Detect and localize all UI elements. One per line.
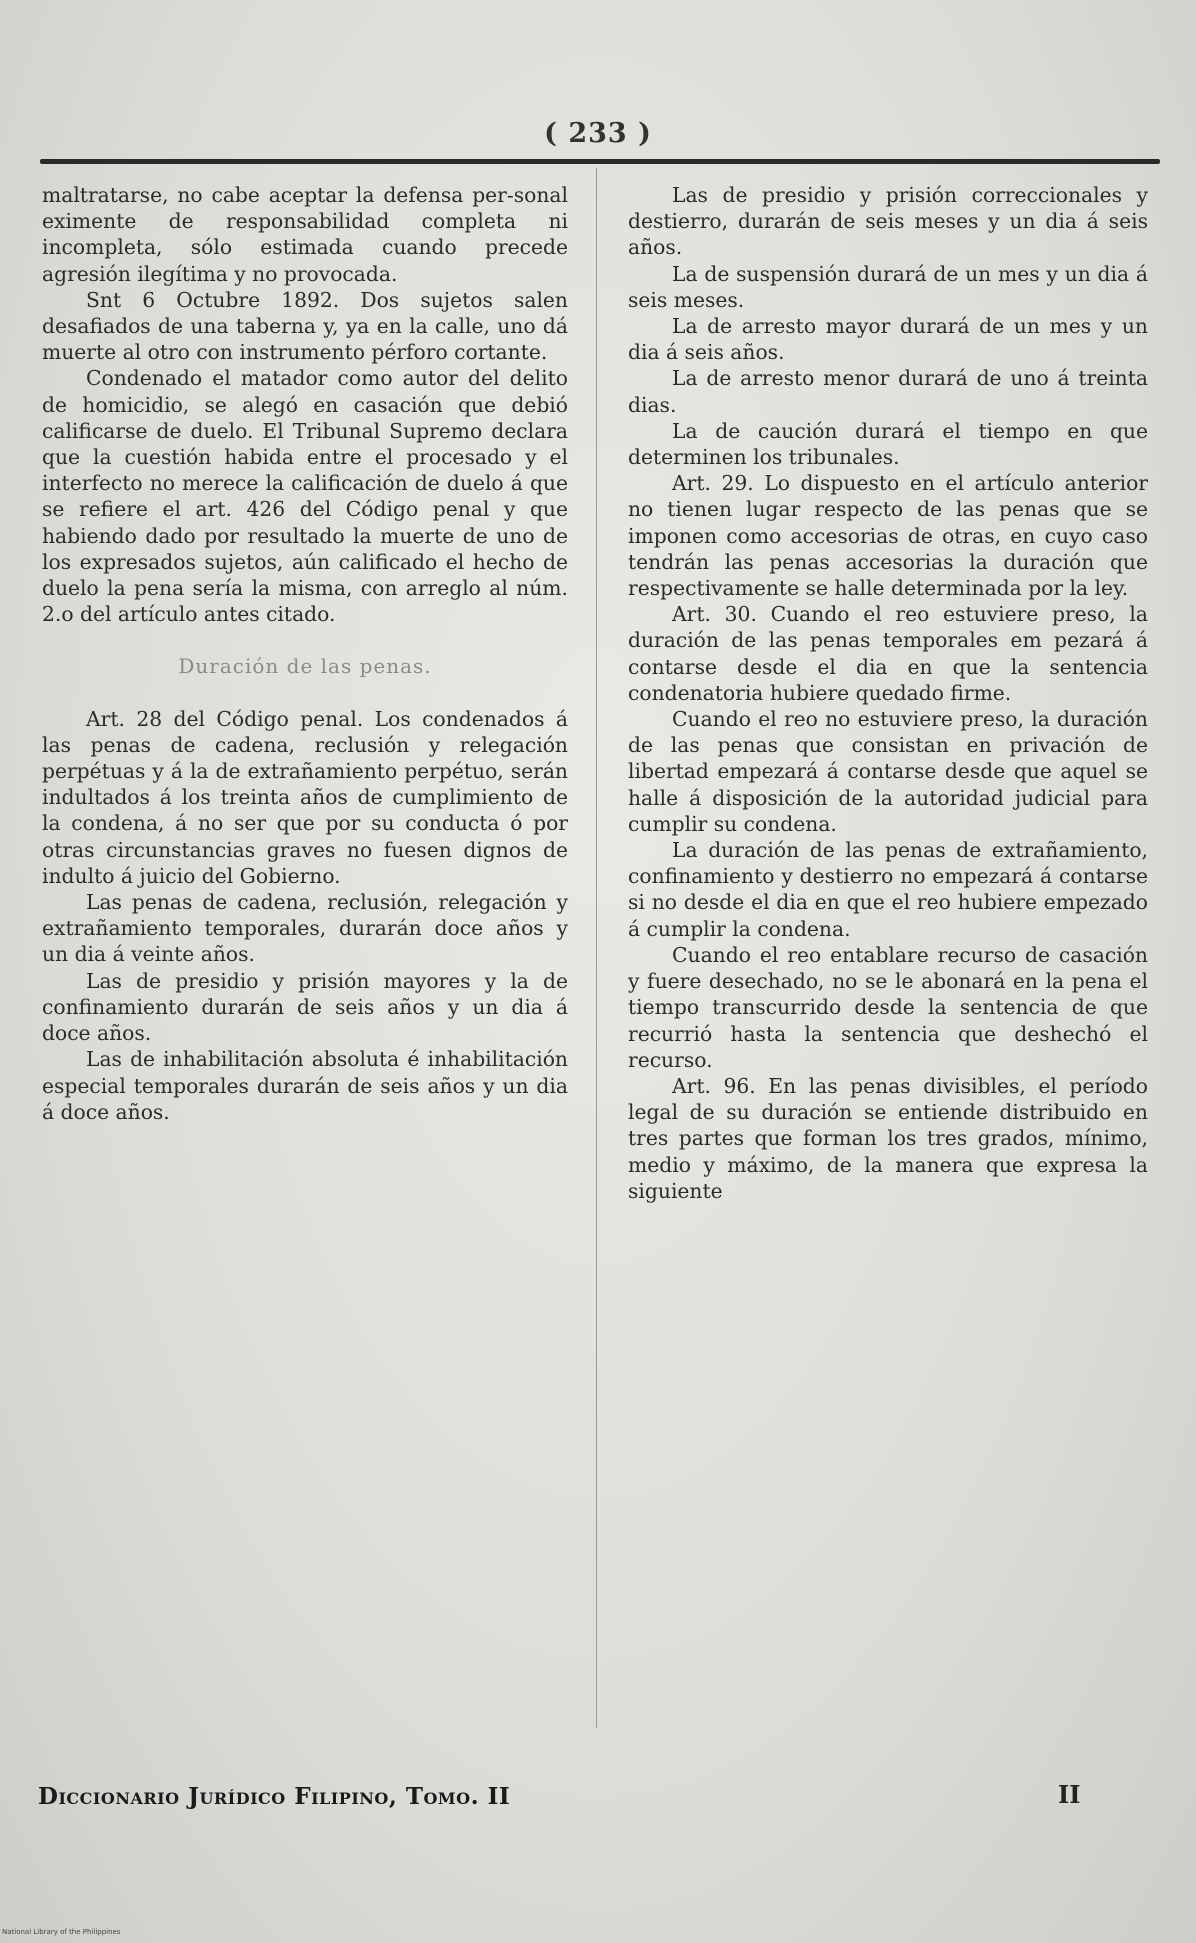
left-column — [42, 182, 568, 1125]
paragraph: Cuando el reo no estuviere preso, la duración de las penas que consistan en privación de libertad empezará á contarse desde que aquel se halle á disposición de la autoridad judicial para cumplir su condena. — [628, 707, 1148, 836]
paragraph: Las de inhabilitación absoluta é inhabilitación especial temporales durarán de seis años y un dia á doce años. — [42, 1047, 568, 1124]
column-divider — [596, 168, 597, 1728]
paragraph: Art. 30. Cuando el reo estuviere preso, la duración de las penas temporales em pezará á contarse desde el dia en que la sentencia condenatoria hubiere quedado firme. — [628, 602, 1148, 705]
paragraph: Las de presidio y prisión mayores y la de confinamiento durarán de seis años y un dia á doce años. — [42, 968, 568, 1046]
paragraph: Art. 28 del Código penal. Los condenados á las penas de cadena, reclusión y relegación perpétuas y á la de extrañamiento perpétuo, serán indultados á los treinta años de cumplimiento de la condena, á no ser que por su conducta ó por otras circunstancias graves no fuesen dignos de indulto á juicio del Gobierno. — [42, 706, 568, 888]
paragraph: Las de presidio y prisión correccionales y destierro, durarán de seis meses y un dia á seis años. — [628, 183, 1148, 260]
header-rule — [40, 159, 1160, 164]
paragraph: Las penas de cadena, reclusión, relegación y extrañamiento temporales, durarán doce años y un dia á veinte años. — [42, 890, 568, 967]
paragraph: La duración de las penas de extrañamiento, confinamiento y destierro no empezará á contarse si no desde el dia en que el reo hubiere empezado á cumplir la condena. — [628, 838, 1148, 941]
paragraph: La de arresto menor durará de uno á treinta dias. — [628, 366, 1148, 417]
paragraph: La de caución durará el tiempo en que determinen los tribunales. — [628, 418, 1148, 470]
paragraph: La de suspensión durará de un mes y un dia á seis meses. — [628, 261, 1148, 312]
library-imprint: National Library of the Philippines — [2, 1928, 121, 1936]
footer-title: Diccionario Jurídico Filipino, Tomo. II — [38, 1783, 511, 1810]
footer-signature-mark: II — [1058, 1780, 1081, 1809]
paragraph: Condenado el matador como autor del delito de homicidio, se alegó en casación que debió calificarse de duelo. El Tribunal Supremo declara que la cuestión habida entre el procesado y el interfecto no merece la calificación de duelo á que se refiere el art. 426 del Código penal y que habiendo dado por resultado la muerte de uno de los expresados sujetos, aún calificado el hecho de duelo la pena sería la misma, con arreglo al núm. 2.o del artículo antes citado. — [42, 366, 568, 627]
paragraph: La de arresto mayor durará de un mes y un dia á seis años. — [628, 314, 1148, 365]
paragraph: Art. 29. Lo dispuesto en el artículo anterior no tienen lugar respecto de las penas que se imponen como accesorias de otras, en cuyo caso tendrán las penas accesorias la duración que respectivamente se halle determinada por la ley. — [628, 471, 1148, 601]
paragraph: Cuando el reo entablare recurso de casación y fuere desechado, no se le abonará en la pena el tiempo transcurrido desde la sentencia de que recurrió hasta la sentencia que deshechó el recurso. — [628, 942, 1148, 1072]
paragraph: maltratarse, no cabe aceptar la defensa per-sonal eximente de responsabilidad completa ni incompleta, sólo estimada cuando precede agresión ilegítima y no provocada. — [42, 183, 568, 286]
right-column — [628, 182, 1148, 1204]
paragraph: Art. 96. En las penas divisibles, el período legal de su duración se entiende distribuido en tres partes que forman los tres grados, mínimo, medio y máximo, de la manera que expresa la siguiente — [628, 1073, 1148, 1203]
section-heading: Duración de las penas. — [178, 654, 432, 679]
page-number: ( 233 ) — [544, 118, 652, 149]
paragraph: Snt 6 Octubre 1892. Dos sujetos salen desafiados de una taberna y, ya en la calle, uno dá muerte al otro con instrumento pérforo cortante. — [42, 287, 568, 365]
